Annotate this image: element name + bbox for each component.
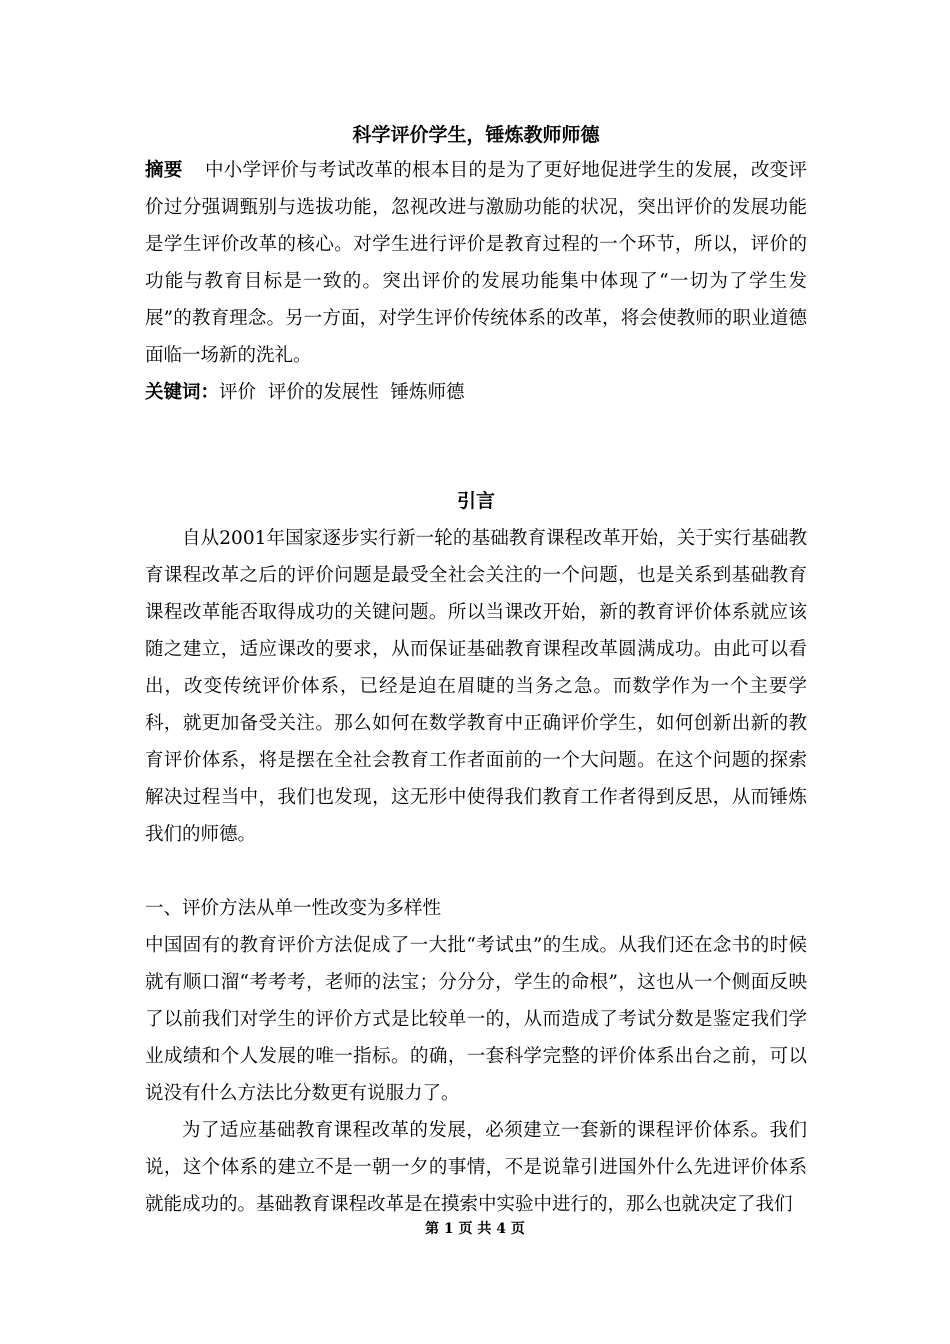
abstract-label: 摘要 bbox=[145, 160, 183, 181]
section1-heading: 一、评价方法从单一性改变为多样性 bbox=[145, 898, 442, 919]
spacer bbox=[145, 853, 807, 890]
page-footer: 第 1 页 共 4 页 bbox=[425, 1221, 525, 1237]
keywords-paragraph bbox=[145, 374, 807, 411]
keywords-text: 评价 评价的发展性 锤炼师德 bbox=[219, 382, 465, 403]
abstract-text: 中小学评价与考试改革的根本目的是为了更好地促进学生的发展，改变评价过分强调甄别与选拔功能，忽视改进与激励功能的状况，突出评价的发展功能是学生评价改革的核心。对学生进行评价是教育过程的一个环节，所以，评价的功能与教育目标是一致的。突出评价的发展功能集中体现了“一切为了学生发展”的教育理念。另一方面，对学生评价传统体系的改革，将会使教师的职业道德面临一场新的洗礼。 bbox=[145, 160, 807, 366]
section1-paragraph-2: 为了适应基础教育课程改革的发展，必须建立一套新的课程评价体系。我们说，这个体系的建立不是一朝一夕的事情，不是说靠引进国外什么先进评价体系就能成功的。基础教育课程改革是在摸索中实验中进行的，那么也就决定了我们 bbox=[145, 1120, 807, 1215]
intro-title: 引言 bbox=[456, 490, 495, 512]
section1-paragraph-1: 中国固有的教育评价方法促成了一大批“考试虫”的生成。从我们还在念书的时候就有顺口溜“考考考，老师的法宝；分分分，学生的命根”，这也从一个侧面反映了以前我们对学生的评价方式是比较单一的，从而造成了考试分数是鉴定我们学业成绩和个人发展的唯一指标。的确，一套科学完整的评价体系出台之前，可以说没有什么方法比分数更有说服力了。 bbox=[145, 935, 807, 1104]
document-content bbox=[145, 118, 807, 1223]
abstract-paragraph bbox=[145, 152, 807, 374]
document-title: 科学评价学生，锤炼教师师德 bbox=[352, 124, 600, 146]
intro-paragraph: 自从2001年国家逐步实行新一轮的基础教育课程改革开始，关于实行基础教育课程改革之后的评价问题是最受全社会关注的一个问题，也是关系到基础教育课程改革能否取得成功的关键问题。所以当课改开始，新的教育评价体系就应该随之建立，适应课改的要求，从而保证基础教育课程改革圆满成功。由此可以看出，改变传统评价体系，已经是迫在眉睫的当务之急。而数学作为一个主要学科，就更加备受关注。那么如何在数学教育中正确评价学生，如何创新出新的教育评价体系，将是摆在全社会教育工作者面前的一个大问题。在这个问题的探索解决过程当中，我们也发现，这无形中使得我们教育工作者得到反思，从而锤炼我们的师德。 bbox=[145, 528, 807, 845]
keywords-label: 关键词： bbox=[145, 382, 220, 403]
spacer bbox=[145, 411, 807, 483]
